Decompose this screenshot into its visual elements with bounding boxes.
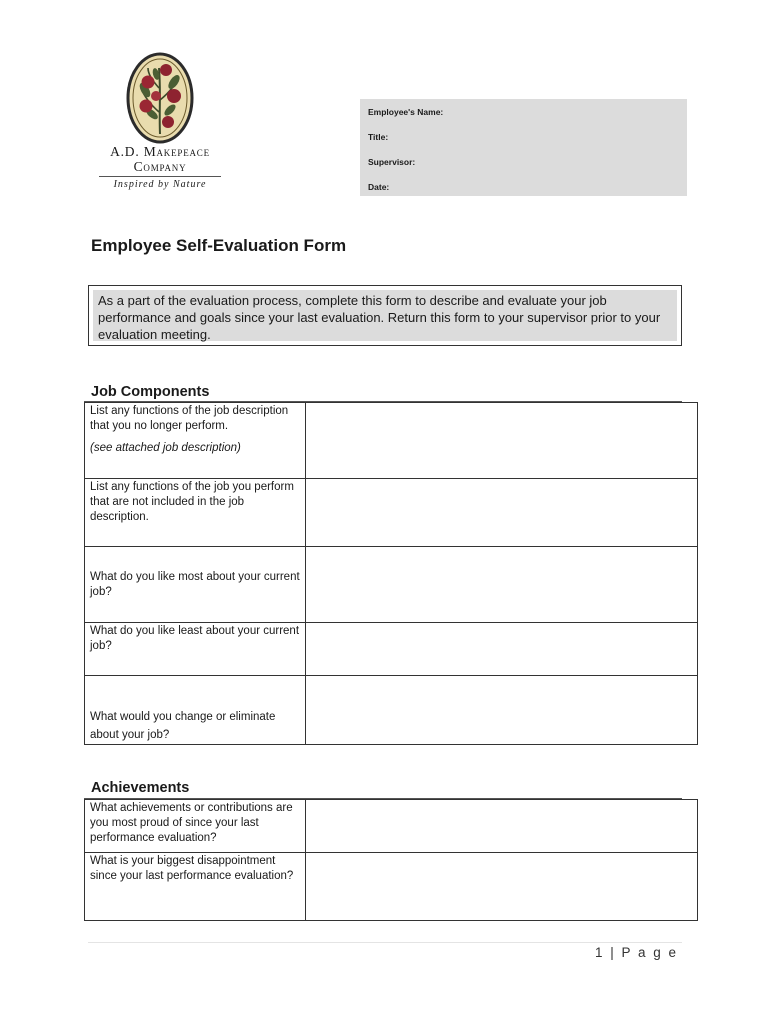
question-cell bbox=[85, 853, 306, 921]
answer-field[interactable] bbox=[306, 676, 698, 745]
intro-text: As a part of the evaluation process, complete this form to describe and evaluate your job performance and goals since your last evaluation. Return this form to your supervisor prior to your evaluation meeting. bbox=[93, 290, 677, 341]
job-components-table bbox=[84, 402, 698, 745]
table-row bbox=[85, 403, 698, 479]
question-note: (see attached job description) bbox=[90, 442, 241, 454]
employee-info-box bbox=[360, 99, 687, 196]
question-cell bbox=[85, 479, 306, 547]
question-cell bbox=[85, 623, 306, 676]
question-text: What do you like least about your current job? bbox=[90, 625, 300, 652]
pomegranate-emblem-icon bbox=[126, 52, 194, 144]
table-row bbox=[85, 676, 698, 745]
question-text: What achievements or contributions are you most proud of since your last performance evaluation? bbox=[90, 802, 293, 844]
logo-divider bbox=[99, 176, 221, 177]
company-tagline: Inspired by Nature bbox=[113, 179, 207, 190]
answer-field[interactable] bbox=[306, 403, 698, 479]
supervisor-field[interactable]: Supervisor: bbox=[368, 157, 416, 167]
question-text: List any functions of the job description that you no longer perform. bbox=[90, 405, 289, 432]
question-text: What do you like most about your current job? bbox=[90, 571, 300, 598]
question-cell bbox=[85, 676, 306, 745]
table-row bbox=[85, 547, 698, 623]
table-row bbox=[85, 479, 698, 547]
company-name-line1: A.D. Makepeace bbox=[110, 144, 210, 159]
company-name bbox=[92, 144, 228, 174]
achievements-heading: Achievements bbox=[91, 780, 190, 796]
answer-field[interactable] bbox=[306, 853, 698, 921]
form-title: Employee Self-Evaluation Form bbox=[91, 236, 347, 255]
job-components-heading: Job Components bbox=[91, 384, 210, 400]
achievements-table bbox=[84, 799, 698, 921]
question-cell bbox=[85, 800, 306, 853]
question-text: What would you change or eliminate about your job? bbox=[90, 711, 276, 741]
question-text: List any functions of the job you perform that are not included in the job description. bbox=[90, 481, 294, 523]
company-name-line2: Company bbox=[133, 159, 187, 174]
page-number: 1 | P a g e bbox=[594, 945, 678, 960]
question-text: What is your biggest disappointment since your last performance evaluation? bbox=[90, 855, 294, 882]
answer-field[interactable] bbox=[306, 479, 698, 547]
intro-box bbox=[88, 285, 682, 346]
table-row bbox=[85, 800, 698, 853]
answer-field[interactable] bbox=[306, 623, 698, 676]
table-row bbox=[85, 623, 698, 676]
table-row bbox=[85, 853, 698, 921]
company-logo bbox=[92, 52, 228, 190]
question-cell bbox=[85, 403, 306, 479]
date-field[interactable]: Date: bbox=[368, 182, 390, 192]
answer-field[interactable] bbox=[306, 800, 698, 853]
question-cell bbox=[85, 547, 306, 623]
title-field[interactable]: Title: bbox=[368, 132, 389, 142]
answer-field[interactable] bbox=[306, 547, 698, 623]
footer-rule bbox=[88, 942, 682, 943]
employee-name-field[interactable]: Employee's Name: bbox=[368, 107, 444, 117]
